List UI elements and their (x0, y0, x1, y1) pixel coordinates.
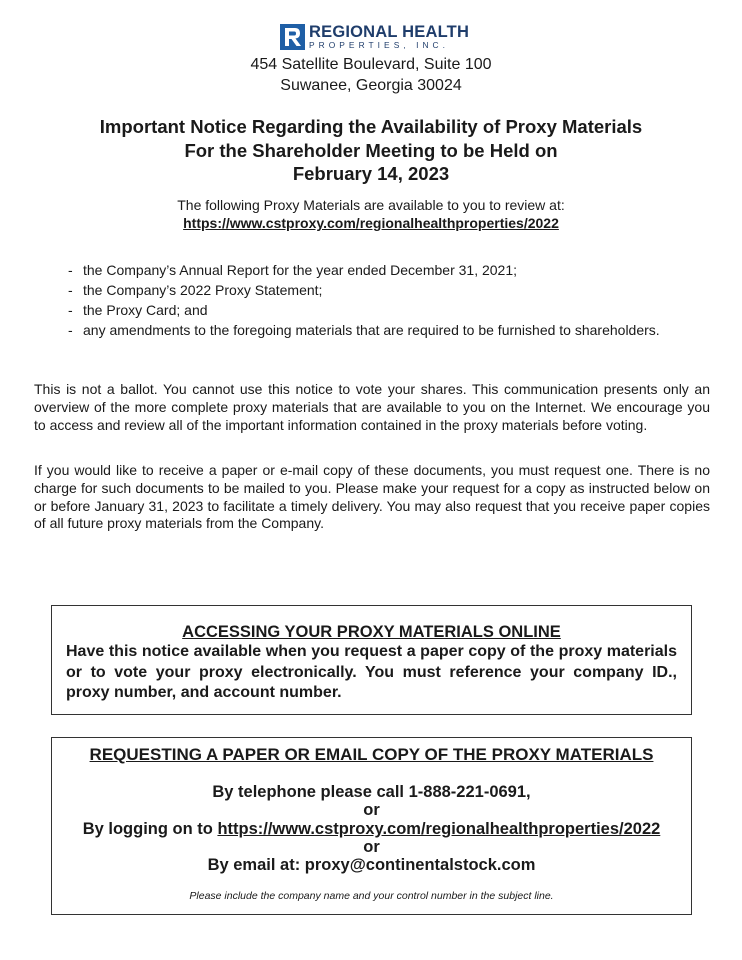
address-line-1: 454 Satellite Boulevard, Suite 100 (250, 56, 492, 73)
availability-text: The following Proxy Materials are available to you to review at: (177, 197, 565, 213)
notice-title (0, 115, 742, 186)
title-line-2: For the Shareholder Meeting to be Held on (184, 139, 558, 161)
logo-r-icon (280, 24, 305, 50)
subject-line-note: Please include the company name and your control number in the subject line. (189, 890, 554, 903)
phone-line: By telephone please call 1-888-221-0691, (212, 783, 531, 801)
availability-notice (0, 196, 742, 232)
or-separator: or (363, 837, 380, 856)
requesting-heading: REQUESTING A PAPER OR EMAIL COPY OF THE PROXY MATERIALS (89, 745, 654, 764)
materials-list (68, 260, 660, 340)
web-line: By logging on to https://www.cstproxy.com/regionalhealthproperties/2022 (82, 819, 661, 838)
logo-subtitle: PROPERTIES, INC. (309, 40, 450, 50)
accessing-heading: ACCESSING YOUR PROXY MATERIALS ONLINE (182, 623, 561, 641)
requesting-box (51, 737, 692, 915)
address-line-2: Suwanee, Georgia 30024 (280, 77, 462, 94)
company-logo (280, 24, 469, 50)
list-item: - any amendments to the foregoing materials that are required to be furnished to shareholders. (68, 322, 660, 338)
or-separator: or (363, 801, 380, 820)
accessing-body: Have this notice available when you request a paper copy of the proxy materials or to vote your proxy electronically. You must reference your company ID., proxy number, and account number. (66, 643, 677, 701)
list-item: - the Company’s 2022 Proxy Statement; (68, 282, 323, 298)
list-item: - the Company’s Annual Report for the year ended December 31, 2021; (68, 262, 518, 278)
title-line-3: February 14, 2023 (292, 163, 450, 184)
email-line: By email at: proxy@continentalstock.com (207, 856, 536, 875)
accessing-box (51, 605, 692, 715)
ballot-paragraph: This is not a ballot. You cannot use this notice to vote your shares. This communication presents only an overview of the more complete proxy materials that are available to you on the Internet. We encourage you to access and review all of the important information contained in the proxy materials before voting. (34, 381, 710, 433)
proxy-materials-link[interactable]: https://www.cstproxy.com/regionalhealthproperties/2022 (183, 215, 559, 231)
request-paragraph: If you would like to receive a paper or e-mail copy of these documents, you must request one. There is no charge for such documents to be mailed to you. Please make your request for a copy as instructed below on or before January 31, 2023 to facilitate a timely delivery. You may also request that you receive paper copies of all future proxy materials from the Company. (34, 462, 710, 532)
title-line-1: Important Notice Regarding the Availability of Proxy Materials (99, 116, 643, 137)
logo-name: REGIONAL HEALTH (309, 23, 470, 41)
list-item: - the Proxy Card; and (68, 302, 208, 318)
request-link[interactable]: https://www.cstproxy.com/regionalhealthproperties/2022 (217, 819, 661, 838)
